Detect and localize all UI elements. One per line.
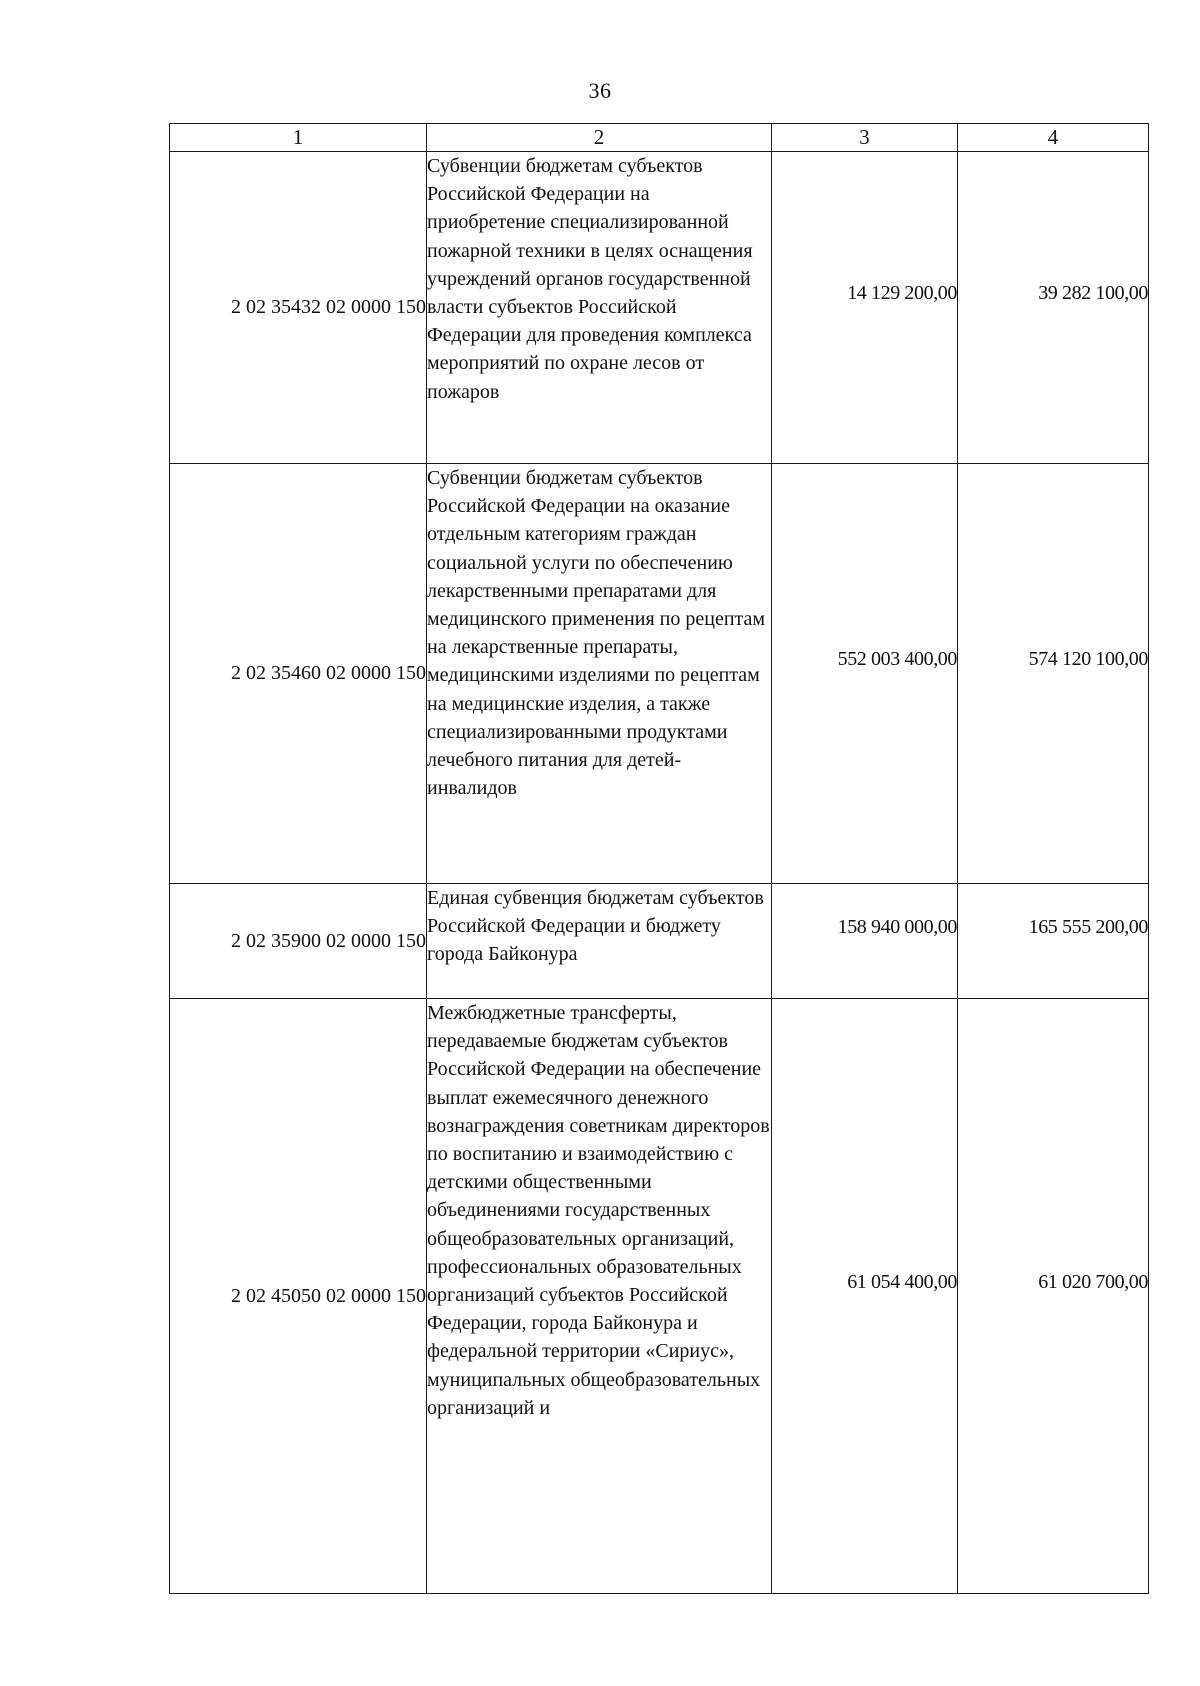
amount-year1: 14 129 200,00 [847,282,957,304]
table-row [170,999,1149,1594]
budget-code: 2 02 35900 02 0000 150 [170,884,427,999]
description-cell: Межбюджетные трансферты, передаваемые бюджетам субъектов Российской Федерации на обеспечение выплат ежемесячного денежного вознаграждения советникам директоров по воспитанию и взаимодействию с детскими общественными объединениями государственных общеобразовательных организаций, профессиональных образовательных организаций субъектов Российской Федерации, города Байконура и федеральной территории «Сириус», муниципальных общеобразовательных организаций и [427,999,772,1594]
description-cell: Субвенции бюджетам субъектов Российской Федерации на оказание отдельным категориям граждан социальной услуги по обеспечению лекарственными препаратами для медицинского применения по рецептам на лекарственные препараты, медицинскими изделиями по рецептам на медицинские изделия, а также специализированными продуктами лечебного питания для детей-инвалидов [427,464,772,884]
table-row [170,464,1149,884]
budget-code: 2 02 35432 02 0000 150 [170,152,427,464]
amount-year2-cell [958,999,1149,1594]
amount-year1-cell [772,999,958,1594]
table-row [170,884,1149,999]
description-cell: Единая субвенция бюджетам субъектов Российской Федерации и бюджету города Байконура [427,884,772,999]
amount-year1-cell [772,152,958,464]
amount-year1: 552 003 400,00 [837,648,957,670]
amount-year2-cell [958,152,1149,464]
amount-year2-cell [958,464,1149,884]
amount-year1-cell [772,884,958,999]
table-row [170,152,1149,464]
column-header-4: 4 [958,124,1149,152]
column-header-3: 3 [772,124,958,152]
amount-year1-cell [772,464,958,884]
budget-table [169,123,1149,1594]
description-cell: Субвенции бюджетам субъектов Российской Федерации на приобретение специализированной пожарной техники в целях оснащения учреждений органов государственной власти субъектов Российской Федерации для проведения комплекса мероприятий по охране лесов от пожаров [427,152,772,464]
budget-code: 2 02 35460 02 0000 150 [170,464,427,884]
amount-year2: 574 120 100,00 [1028,648,1148,670]
column-header-2: 2 [427,124,772,152]
table-header-row [170,124,1149,152]
column-header-1: 1 [170,124,427,152]
page-number: 36 [588,78,612,103]
budget-code: 2 02 45050 02 0000 150 [170,999,427,1594]
amount-year1: 61 054 400,00 [847,1270,957,1293]
amount-year2-cell [958,884,1149,999]
amount-year1: 158 940 000,00 [837,915,957,938]
amount-year2: 61 020 700,00 [1038,1270,1148,1293]
amount-year2: 165 555 200,00 [1028,915,1148,938]
amount-year2: 39 282 100,00 [1038,282,1148,304]
